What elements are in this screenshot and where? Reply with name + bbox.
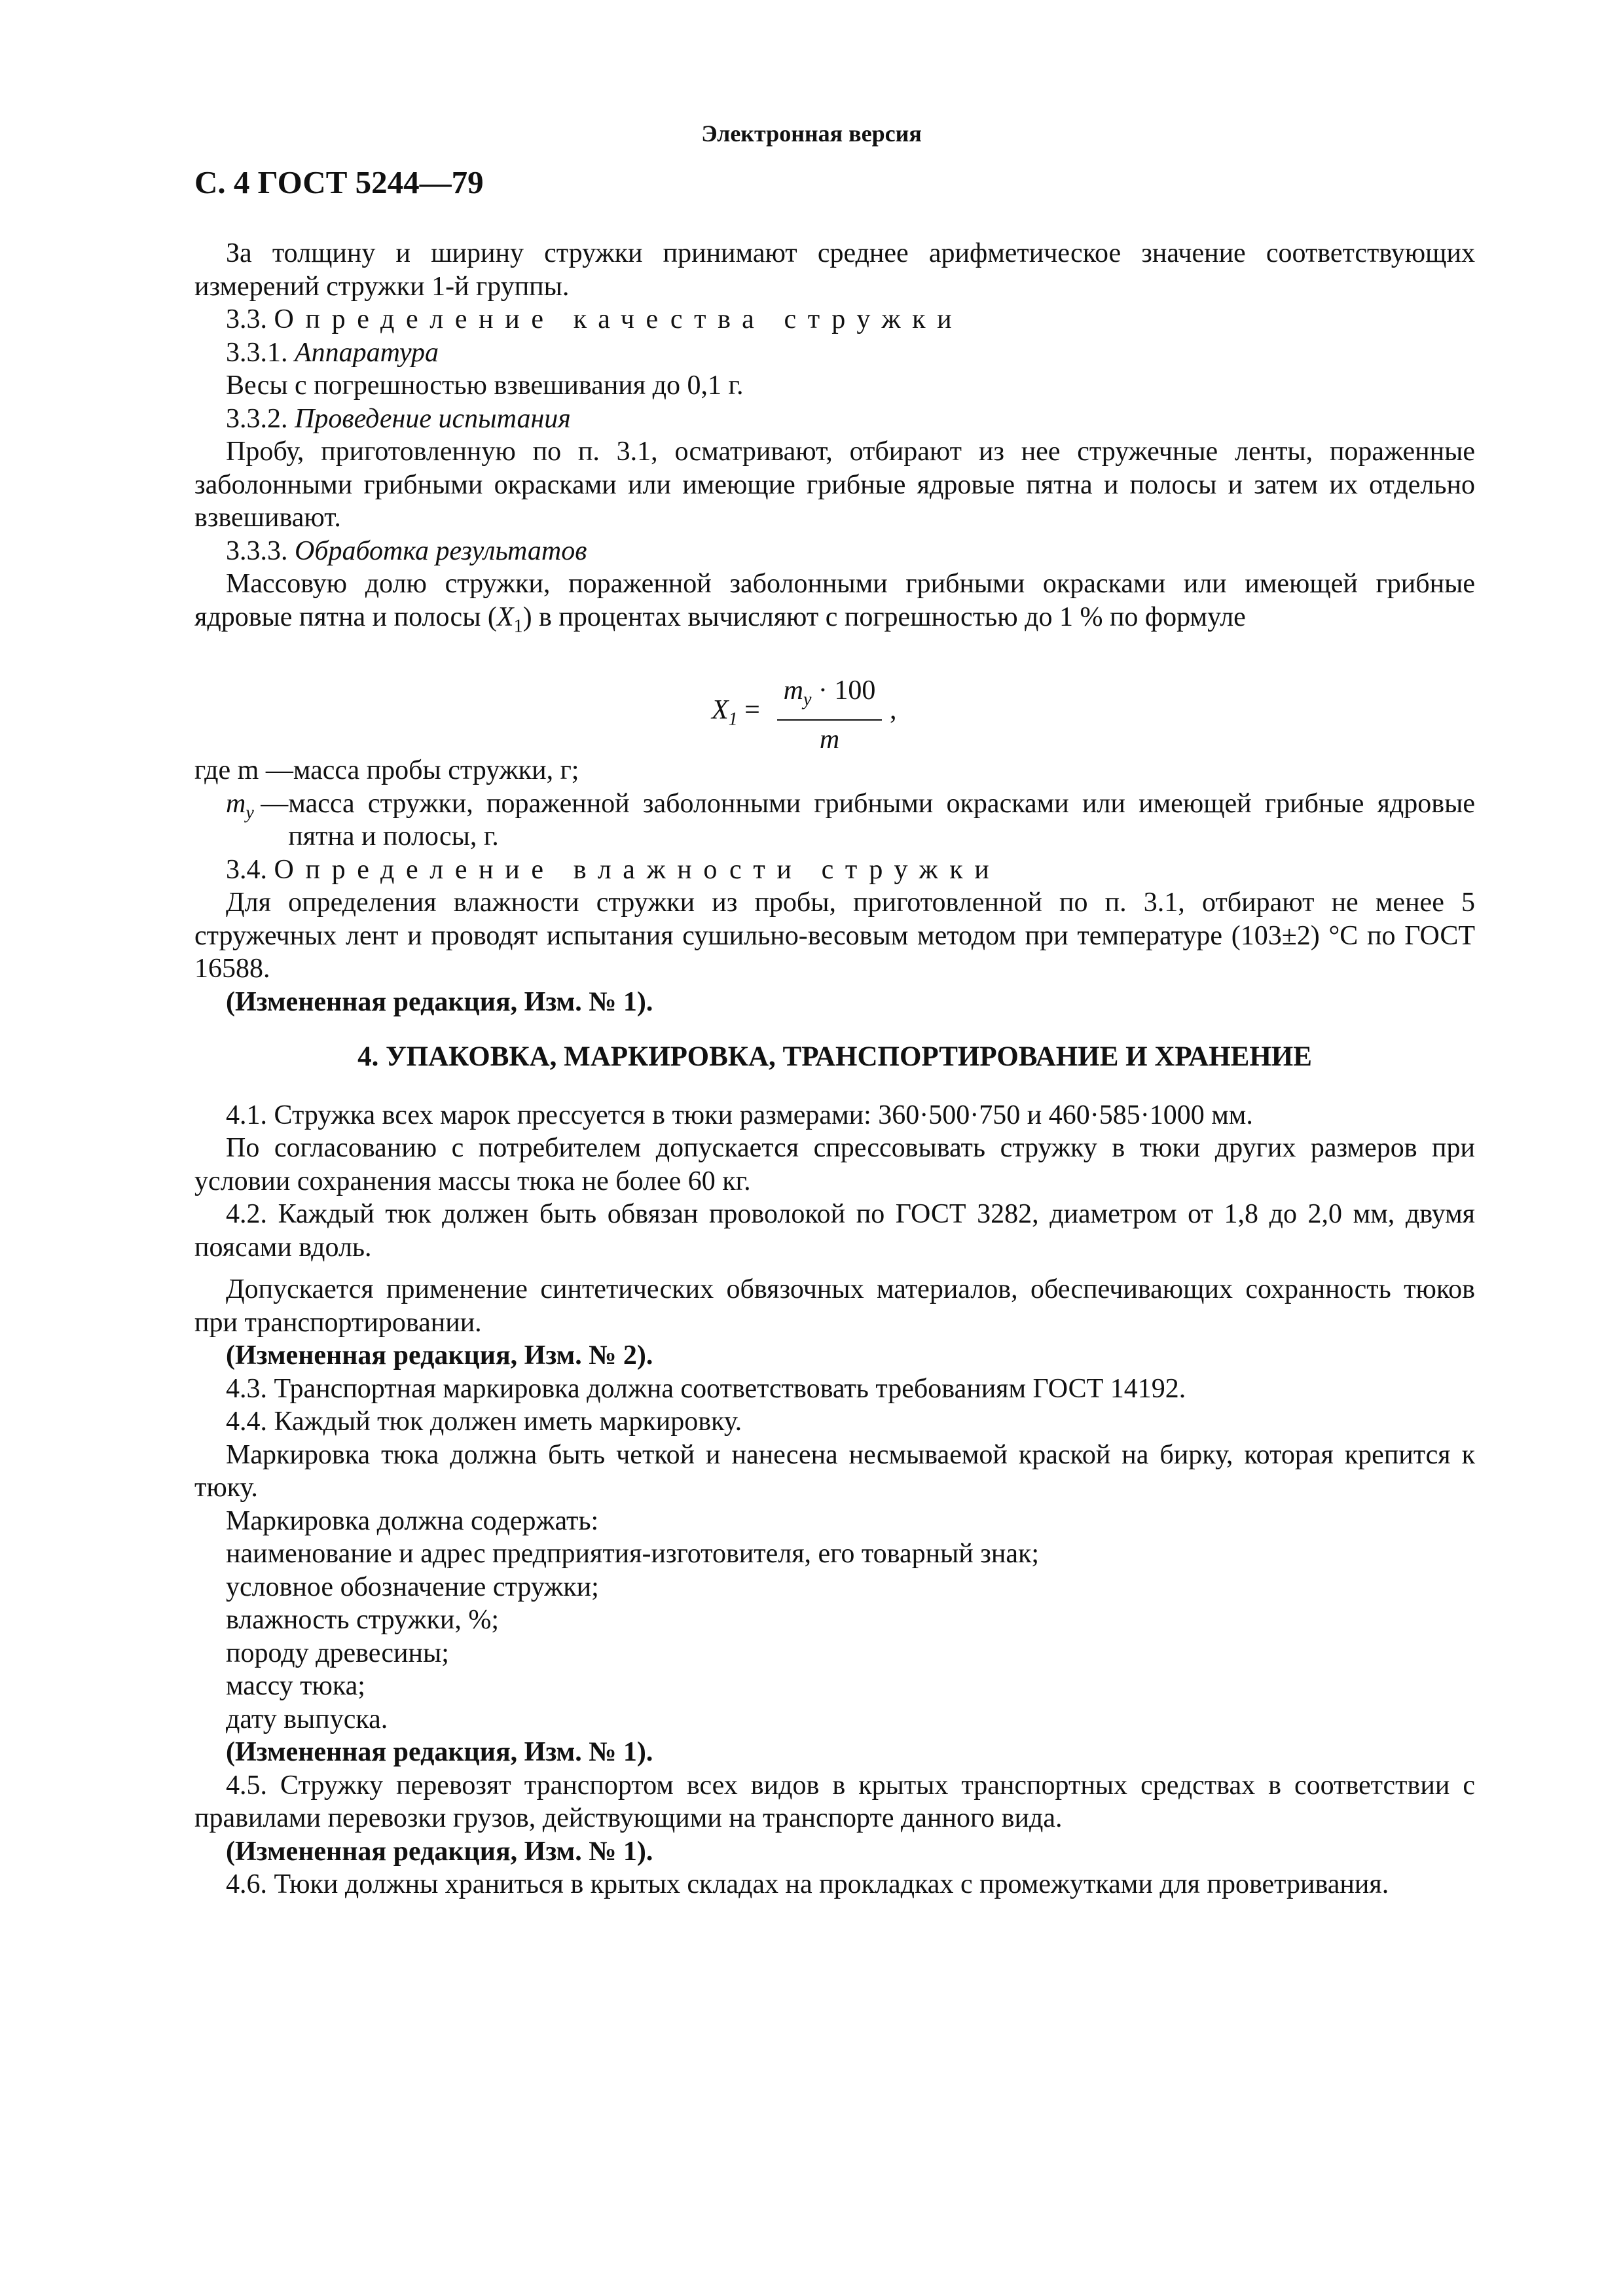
definition-text: масса стружки, пораженной заболонными грибными окрасками или имеющей грибные ядровые пятна и полосы, г. xyxy=(288,788,1475,852)
formula-lhs xyxy=(712,694,760,736)
electronic-version-label: Электронная версия xyxy=(701,120,922,147)
formula-equals: = xyxy=(737,695,760,726)
definition-my xyxy=(194,787,1475,853)
formula-denominator: m xyxy=(819,725,840,755)
fraction-bar xyxy=(777,719,882,721)
paragraph-test-procedure: Пробу, приготовленную по п. 3.1, осматривают, отбирают из нее стружечные ленты, пораженные заболонными грибными окрасками или имеющие грибные ядровые пятна и полосы и затем их отдельно взвешивают. xyxy=(194,437,1475,533)
subsection-title: Проведение испытания xyxy=(295,403,571,434)
paragraph-4-3: 4.3. Транспортная маркировка должна соответствовать требованиям ГОСТ 14192. xyxy=(226,1373,1186,1404)
subsection-title: Определение влажности стружки xyxy=(274,854,1001,885)
amendment-note: (Измененная редакция, Изм. № 1). xyxy=(226,1836,653,1867)
paragraph-4-1: 4.1. Стружка всех марок прессуется в тюки размерами: 360·500·750 и 460·585·1000 мм. xyxy=(226,1100,1253,1130)
spacer xyxy=(194,1264,1475,1273)
subsection-3-4-heading xyxy=(194,853,1475,887)
marking-item: влажность стружки, %; xyxy=(226,1605,500,1636)
subsection-title: Обработка результатов xyxy=(295,535,587,566)
formula-comma: , xyxy=(890,695,897,726)
definition-m xyxy=(194,754,1475,787)
variable-x: X xyxy=(496,601,514,632)
subsection-3-3-1-heading xyxy=(194,336,1475,370)
definition-term xyxy=(226,787,288,853)
subsection-number: 3.4. xyxy=(226,854,267,885)
paragraph-mass-fraction xyxy=(194,567,1475,643)
paragraph-moisture: Для определения влажности стружки из пробы, приготовленной по п. 3.1, отбирают не менее 5 стружечных лент и проводят испытания сушильно-весовым методом при температуре (103±2) °С по ГОСТ 16588. xyxy=(194,888,1475,984)
definition-term: где m — xyxy=(194,755,293,786)
formula-fraction xyxy=(777,674,882,756)
text-fragment: ) в процентах вычисляют с погрешностью до 1 % по формуле xyxy=(522,601,1246,632)
formula-block xyxy=(194,643,1475,754)
subsection-3-3-heading xyxy=(194,303,1475,336)
formula-variable: X xyxy=(712,695,729,726)
subsection-number: 3.3.3. xyxy=(226,535,288,566)
subsection-title: Аппаратура xyxy=(295,337,439,368)
amendment-note: (Измененная редакция, Изм. № 1). xyxy=(226,1737,653,1768)
amendment-note: (Измененная редакция, Изм. № 2). xyxy=(226,1340,653,1371)
text-fragment: Массовую долю стружки, пораженной заболонными грибными окрасками или имеющей грибные ядровые пятна и полосы ( xyxy=(194,569,1475,632)
marking-item: наименование и адрес предприятия-изготовителя, его товарный знак; xyxy=(226,1539,1040,1570)
formula-subscript: 1 xyxy=(728,709,738,730)
marking-intro: Маркировка должна содержать: xyxy=(226,1505,599,1536)
variable-subscript: 1 xyxy=(513,615,523,636)
marking-item: массу тюка; xyxy=(226,1671,365,1702)
subsection-3-3-2-heading xyxy=(194,403,1475,436)
marking-item: дату выпуска. xyxy=(226,1704,388,1734)
formula-variable: m xyxy=(783,675,803,706)
section-4-heading: 4. УПАКОВКА, МАРКИРОВКА, ТРАНСПОРТИРОВАНИЕ И ХРАНЕНИЕ xyxy=(357,1041,1312,1073)
subsection-number: 3.3.1. xyxy=(226,337,288,368)
subsection-number: 3.3.2. xyxy=(226,403,288,434)
document-body xyxy=(194,237,1475,1901)
definition-text: масса пробы стружки, г; xyxy=(293,755,579,786)
paragraph-thickness-width: За толщину и ширину стружки принимают среднее арифметическое значение соответствующих измерений стружки 1-й группы. xyxy=(194,238,1475,302)
paragraph-4-2: 4.2. Каждый тюк должен быть обвязан проволокой по ГОСТ 3282, диаметром от 1,8 до 2,0 мм, двумя поясами вдоль. xyxy=(194,1199,1475,1263)
subsection-title: Определение качества стружки xyxy=(274,304,964,334)
formula-numerator xyxy=(777,674,882,717)
definition-variable: m xyxy=(226,788,246,819)
paragraph-4-6: 4.6. Тюки должны храниться в крытых складах на прокладках с промежутками для проветривания. xyxy=(226,1869,1389,1900)
definition-subscript: у xyxy=(246,802,254,823)
marking-item: породу древесины; xyxy=(226,1638,449,1668)
paragraph-4-1-agreement: По согласованию с потребителем допускается спрессовывать стружку в тюки других размеров при условии сохранения массы тюка не более 60 кг. xyxy=(194,1133,1475,1196)
formula-subscript: у xyxy=(803,689,812,710)
paragraph-4-4: 4.4. Каждый тюк должен иметь маркировку. xyxy=(226,1407,742,1437)
paragraph-4-5: 4.5. Стружку перевозят транспортом всех видов в крытых транспортных средствах в соответствии с правилами перевозки грузов, действующими на транспорте данного вида. xyxy=(194,1770,1475,1834)
paragraph-4-2-synthetic: Допускается применение синтетических обвязочных материалов, обеспечивающих сохранность тюков при транспортировании. xyxy=(194,1274,1475,1338)
paragraph-4-4-label: Маркировка тюка должна быть четкой и нанесена несмываемой краской на бирку, которая крепится к тюку. xyxy=(194,1439,1475,1503)
amendment-note: (Измененная редакция, Изм. № 1). xyxy=(226,986,653,1017)
subsection-3-3-3-heading xyxy=(194,535,1475,568)
page-header-standard-code: С. 4 ГОСТ 5244—79 xyxy=(194,164,484,200)
formula-definitions xyxy=(194,754,1475,853)
paragraph-scales: Весы с погрешностью взвешивания до 0,1 г. xyxy=(226,370,744,401)
marking-item: условное обозначение стружки; xyxy=(226,1571,599,1602)
subsection-number: 3.3. xyxy=(226,304,267,334)
definition-dash: — xyxy=(253,788,289,819)
formula-multiplier: · 100 xyxy=(811,675,876,706)
